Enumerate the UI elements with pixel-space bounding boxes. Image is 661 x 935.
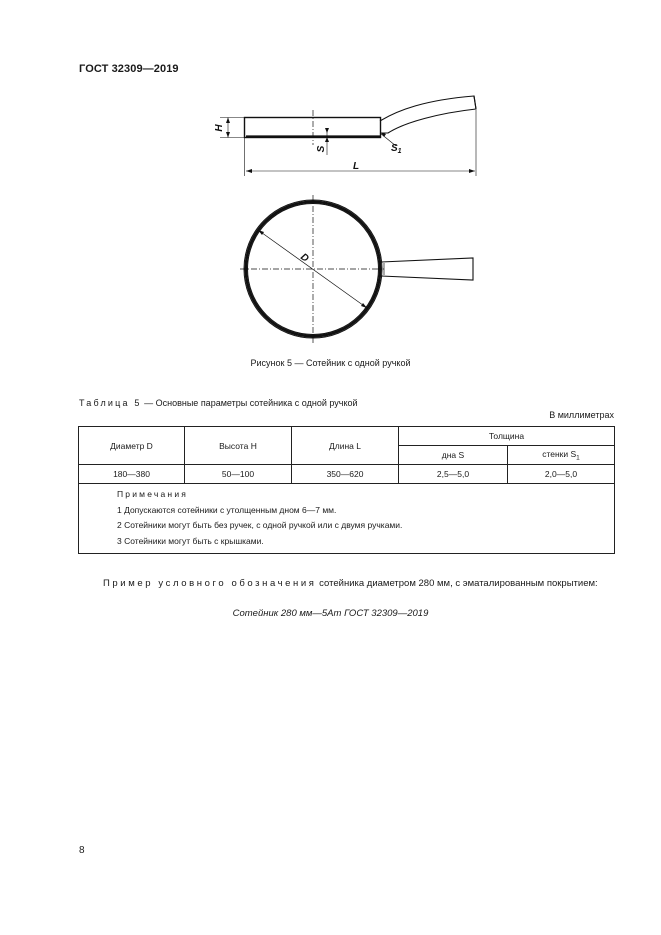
saute-pan-drawing xyxy=(200,90,500,345)
document-header: ГОСТ 32309—2019 xyxy=(79,63,179,75)
figure-caption: Рисунок 5 — Сотейник с одной ручкой xyxy=(250,358,411,368)
header-height: Высота H xyxy=(185,427,292,465)
note-item: 2 Сотейники могут быть без ручек, с одной ручкой или с двумя ручками. xyxy=(117,520,403,530)
cell-wall: 2,0—5,0 xyxy=(508,465,615,484)
label-height: H xyxy=(214,124,225,132)
cell-bottom: 2,5—5,0 xyxy=(399,465,508,484)
header-wall: стенки $S_1$ xyxy=(508,446,615,465)
table-row xyxy=(79,465,615,484)
table-notes xyxy=(79,484,615,554)
label-bottom-thickness: S xyxy=(316,145,327,153)
example-lead: Пример условного обозначения xyxy=(103,578,317,589)
note-item: 1 Допускаются сотейники с утолщенным дном 6—7 мм. xyxy=(117,504,337,515)
table-caption xyxy=(79,398,358,408)
notes-title: Примечания xyxy=(117,489,189,499)
example-text: сотейника диаметром 280 мм, с эматалированным покрытием: xyxy=(316,578,598,589)
designation-formula: Сотейник 280 мм—5Ат ГОСТ 32309—2019 xyxy=(232,608,429,619)
page-number: 8 xyxy=(79,845,85,856)
header-thickness: Толщина xyxy=(399,427,615,446)
label-length: L xyxy=(352,161,360,172)
label-wall-thickness: $S_1$ xyxy=(391,143,402,155)
header-diameter: Диаметр D xyxy=(79,427,185,465)
pan-side-handle xyxy=(380,96,476,133)
cell-height: 50—100 xyxy=(185,465,292,484)
table-caption-text: — Основные параметры сотейника с одной ручкой xyxy=(141,398,358,408)
pan-side-body xyxy=(245,118,381,138)
parameters-table xyxy=(78,426,615,554)
header-bottom: дна S xyxy=(399,446,508,465)
header-length: Длина L xyxy=(292,427,399,465)
designation-example xyxy=(79,577,615,591)
cell-length: 350—620 xyxy=(292,465,399,484)
table-caption-prefix: Таблица 5 xyxy=(79,398,142,408)
cell-diameter: 180—380 xyxy=(79,465,185,484)
pan-top-handle xyxy=(381,258,473,280)
note-item: 3 Сотейники могут быть с крышками. xyxy=(117,535,264,546)
label-diameter: D xyxy=(298,251,311,265)
table-units: В миллиметрах xyxy=(549,410,614,420)
